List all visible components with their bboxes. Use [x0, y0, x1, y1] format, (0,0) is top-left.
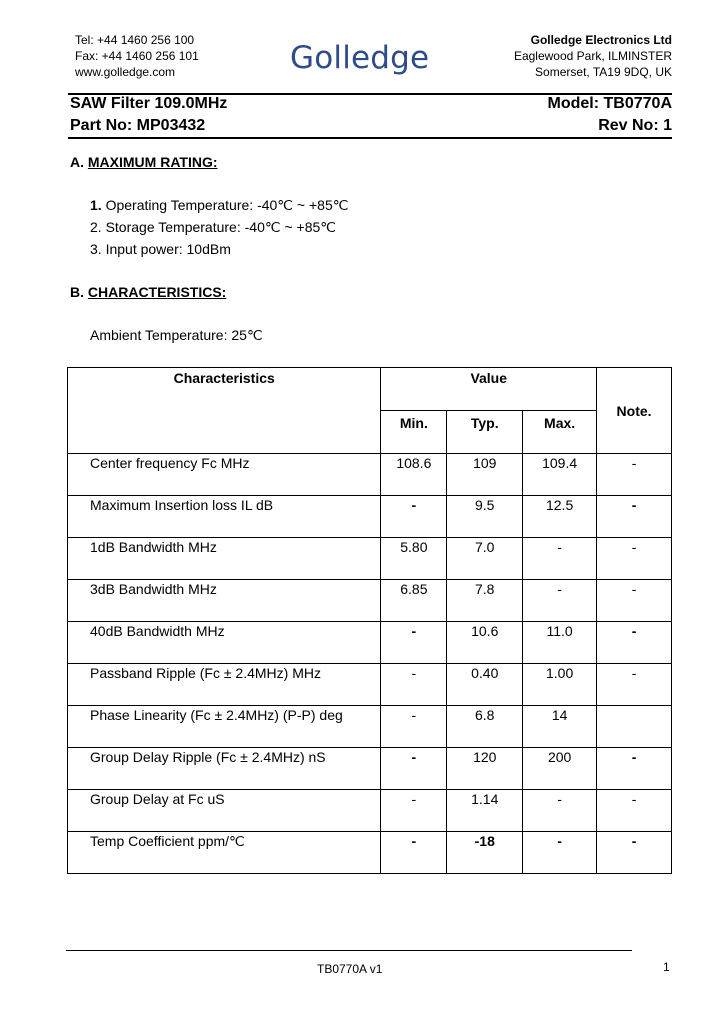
- row-note: -: [597, 832, 672, 874]
- row-typ: 6.8: [447, 706, 523, 748]
- row-max: -: [523, 538, 597, 580]
- footer-document-code: TB0770A v1: [317, 962, 383, 976]
- row-max: 1.00: [523, 664, 597, 706]
- table-row: [68, 706, 672, 748]
- title-row-2: [70, 117, 672, 135]
- row-typ: 0.40: [447, 664, 523, 706]
- header-note: Note.: [597, 368, 672, 454]
- row-label: Center frequency Fc MHz: [68, 454, 381, 496]
- header-max: Max.: [523, 411, 597, 454]
- table-row: [68, 496, 672, 538]
- row-min: -: [381, 748, 447, 790]
- header-min: Min.: [381, 411, 447, 454]
- row-typ: 7.0: [447, 538, 523, 580]
- row-min: -: [381, 706, 447, 748]
- table-row: [68, 580, 672, 622]
- rating-item-number: 2.: [90, 219, 102, 235]
- row-min: -: [381, 790, 447, 832]
- row-label: Group Delay Ripple (Fc ± 2.4MHz) nS: [68, 748, 381, 790]
- row-max: 11.0: [523, 622, 597, 664]
- ambient-temperature: Ambient Temperature: 25℃: [90, 327, 263, 343]
- rating-item: [90, 197, 348, 214]
- table-row: [68, 538, 672, 580]
- title-bottom-rule: [68, 137, 672, 139]
- title-row-1: [70, 95, 672, 113]
- row-max: 14: [523, 706, 597, 748]
- section-b-prefix: B.: [70, 284, 84, 300]
- header-characteristics: Characteristics: [68, 368, 381, 454]
- row-note: -: [597, 538, 672, 580]
- table-row: [68, 454, 672, 496]
- row-max: -: [523, 580, 597, 622]
- row-label: Maximum Insertion loss IL dB: [68, 496, 381, 538]
- section-a-heading: [70, 154, 218, 170]
- rating-item-number: 1.: [90, 197, 102, 213]
- row-max: 109.4: [523, 454, 597, 496]
- rating-item-text: Operating Temperature: -40℃ ~ +85℃: [105, 197, 349, 213]
- row-typ: -18: [447, 832, 523, 874]
- row-min: -: [381, 622, 447, 664]
- row-max: -: [523, 832, 597, 874]
- row-note: -: [597, 748, 672, 790]
- header-typ: Typ.: [447, 411, 523, 454]
- row-label: 3dB Bandwidth MHz: [68, 580, 381, 622]
- characteristics-table: [67, 367, 672, 874]
- company-address-1: Eaglewood Park, ILMINSTER: [513, 49, 672, 63]
- row-label: Passband Ripple (Fc ± 2.4MHz) MHz: [68, 664, 381, 706]
- header-value: Value: [381, 368, 597, 411]
- rating-item-number: 3.: [90, 241, 102, 257]
- rating-item: [90, 219, 336, 236]
- company-address-2: Somerset, TA19 9DQ, UK: [535, 65, 672, 79]
- section-a-prefix: A.: [70, 154, 84, 170]
- row-note: -: [597, 496, 672, 538]
- company-block: [514, 32, 672, 80]
- row-note: [597, 706, 672, 748]
- row-typ: 1.14: [447, 790, 523, 832]
- product-title: SAW Filter 109.0MHz: [70, 95, 228, 112]
- row-note: -: [597, 454, 672, 496]
- table-row: [68, 664, 672, 706]
- fax-text: Fax: +44 1460 256 101: [75, 49, 199, 63]
- website-text: www.golledge.com: [75, 65, 176, 79]
- rating-item-text: Input power: 10dBm: [105, 241, 231, 257]
- section-b-title: CHARACTERISTICS:: [87, 284, 227, 300]
- row-max: 12.5: [523, 496, 597, 538]
- row-label: Group Delay at Fc uS: [68, 790, 381, 832]
- row-min: 108.6: [381, 454, 447, 496]
- page-number: 1: [663, 960, 670, 974]
- row-max: 200: [523, 748, 597, 790]
- row-min: -: [381, 664, 447, 706]
- company-name: Golledge Electronics Ltd: [530, 33, 672, 47]
- row-min: 6.85: [381, 580, 447, 622]
- table-row: [68, 832, 672, 874]
- revision-number: Rev No: 1: [598, 117, 672, 134]
- tel-text: Tel: +44 1460 256 100: [75, 33, 195, 47]
- model-number: Model: TB0770A: [547, 95, 672, 112]
- row-min: 5.80: [381, 538, 447, 580]
- row-note: -: [597, 790, 672, 832]
- row-label: Phase Linearity (Fc ± 2.4MHz) (P-P) deg: [68, 706, 381, 748]
- row-note: -: [597, 664, 672, 706]
- row-typ: 9.5: [447, 496, 523, 538]
- row-note: -: [597, 622, 672, 664]
- part-number: Part No: MP03432: [70, 117, 206, 134]
- section-a-title: MAXIMUM RATING:: [87, 154, 218, 170]
- row-label: Temp Coefficient ppm/℃: [68, 832, 381, 874]
- row-note: -: [597, 580, 672, 622]
- row-typ: 109: [447, 454, 523, 496]
- footer-rule: [66, 950, 632, 951]
- row-min: -: [381, 832, 447, 874]
- section-b-heading: [70, 284, 226, 300]
- row-min: -: [381, 496, 447, 538]
- rating-item: [90, 241, 231, 257]
- row-label: 1dB Bandwidth MHz: [68, 538, 381, 580]
- row-typ: 120: [447, 748, 523, 790]
- rating-item-text: Storage Temperature: -40℃ ~ +85℃: [105, 219, 337, 235]
- table-row: [68, 790, 672, 832]
- row-typ: 10.6: [447, 622, 523, 664]
- contact-block: [75, 32, 199, 80]
- golledge-logo: Golledge: [290, 40, 430, 76]
- row-max: -: [523, 790, 597, 832]
- row-typ: 7.8: [447, 580, 523, 622]
- table-row: [68, 748, 672, 790]
- table-row: [68, 622, 672, 664]
- row-label: 40dB Bandwidth MHz: [68, 622, 381, 664]
